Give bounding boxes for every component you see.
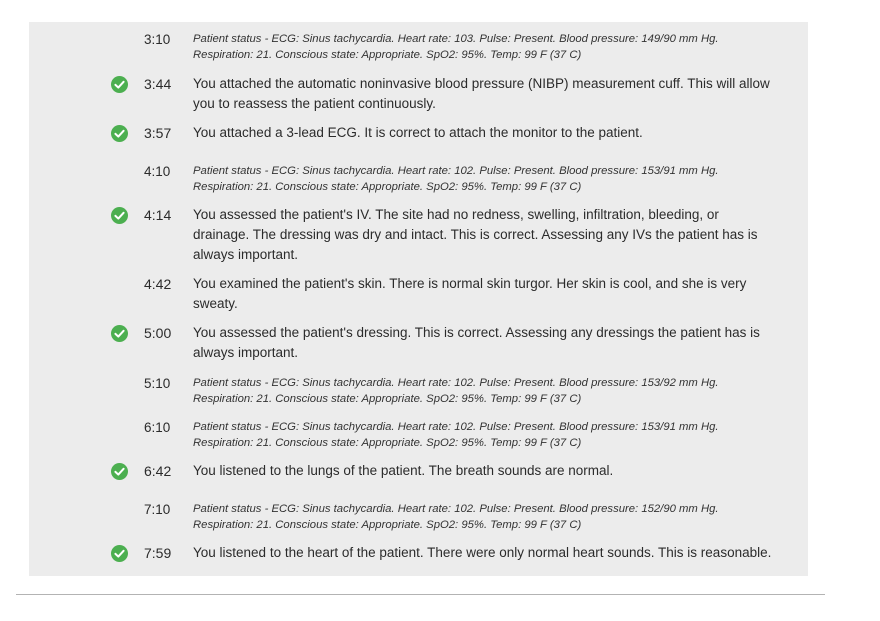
entry-text: You assessed the patient's dressing. This is correct. Assessing any dressings the patient has is always important.	[193, 325, 760, 360]
entry-text: You attached a 3-lead ECG. It is correct to attach the monitor to the patient.	[193, 125, 643, 140]
entry-time: 7:59	[144, 545, 172, 561]
entry-text: Patient status - ECG: Sinus tachycardia. Heart rate: 102. Pulse: Present. Blood pressure: 153/91 mm Hg. Respiration: 21. Conscious state: Appropriate. SpO2: 95%. Temp: 99 F (37 C)	[193, 165, 719, 193]
entry-time: 3:44	[144, 76, 172, 92]
entry-text: Patient status - ECG: Sinus tachycardia. Heart rate: 102. Pulse: Present. Blood pressure: 152/90 mm Hg. Respiration: 21. Conscious state: Appropriate. SpO2: 95%. Temp: 99 F (37 C)	[193, 503, 719, 531]
entry-text: Patient status - ECG: Sinus tachycardia. Heart rate: 103. Pulse: Present. Blood pressure: 149/90 mm Hg. Respiration: 21. Conscious state: Appropriate. SpO2: 95%. Temp: 99 F (37 C)	[193, 33, 719, 61]
entry-time: 4:42	[144, 276, 172, 292]
entry-time: 5:00	[144, 325, 172, 341]
activity-log-panel	[29, 22, 808, 576]
entry-text: You listened to the heart of the patient. There were only normal heart sounds. This is reasonable.	[193, 545, 772, 560]
check-circle-icon	[111, 463, 128, 480]
check-circle-icon	[111, 207, 128, 224]
entry-text: You assessed the patient's IV. The site had no redness, swelling, infiltration, bleeding, or drainage. The dressing was dry and intact. This is correct. Assessing any IVs the patient has is always important.	[193, 207, 758, 262]
entry-text: You attached the automatic noninvasive blood pressure (NIBP) measurement cuff. This will allow you to reassess the patient continuously.	[193, 76, 770, 111]
entry-time: 4:14	[144, 207, 172, 223]
check-circle-icon	[111, 76, 128, 93]
entry-text: You examined the patient's skin. There is normal skin turgor. Her skin is cool, and she is very sweaty.	[193, 276, 747, 311]
entry-text: You listened to the lungs of the patient. The breath sounds are normal.	[193, 463, 614, 478]
entry-time: 5:10	[144, 376, 171, 391]
entry-time: 3:57	[144, 125, 172, 141]
entry-time: 7:10	[144, 502, 171, 517]
check-circle-icon	[111, 545, 128, 562]
entry-time: 6:42	[144, 463, 172, 479]
entry-time: 4:10	[144, 164, 171, 179]
entry-time: 6:10	[144, 420, 171, 435]
entry-text: Patient status - ECG: Sinus tachycardia. Heart rate: 102. Pulse: Present. Blood pressure: 153/92 mm Hg. Respiration: 21. Conscious state: Appropriate. SpO2: 95%. Temp: 99 F (37 C)	[193, 377, 719, 405]
check-circle-icon	[111, 325, 128, 342]
check-circle-icon	[111, 125, 128, 142]
entry-time: 3:10	[144, 32, 171, 47]
entry-text: Patient status - ECG: Sinus tachycardia. Heart rate: 102. Pulse: Present. Blood pressure: 153/91 mm Hg. Respiration: 21. Conscious state: Appropriate. SpO2: 95%. Temp: 99 F (37 C)	[193, 421, 719, 449]
section-divider	[16, 594, 825, 595]
